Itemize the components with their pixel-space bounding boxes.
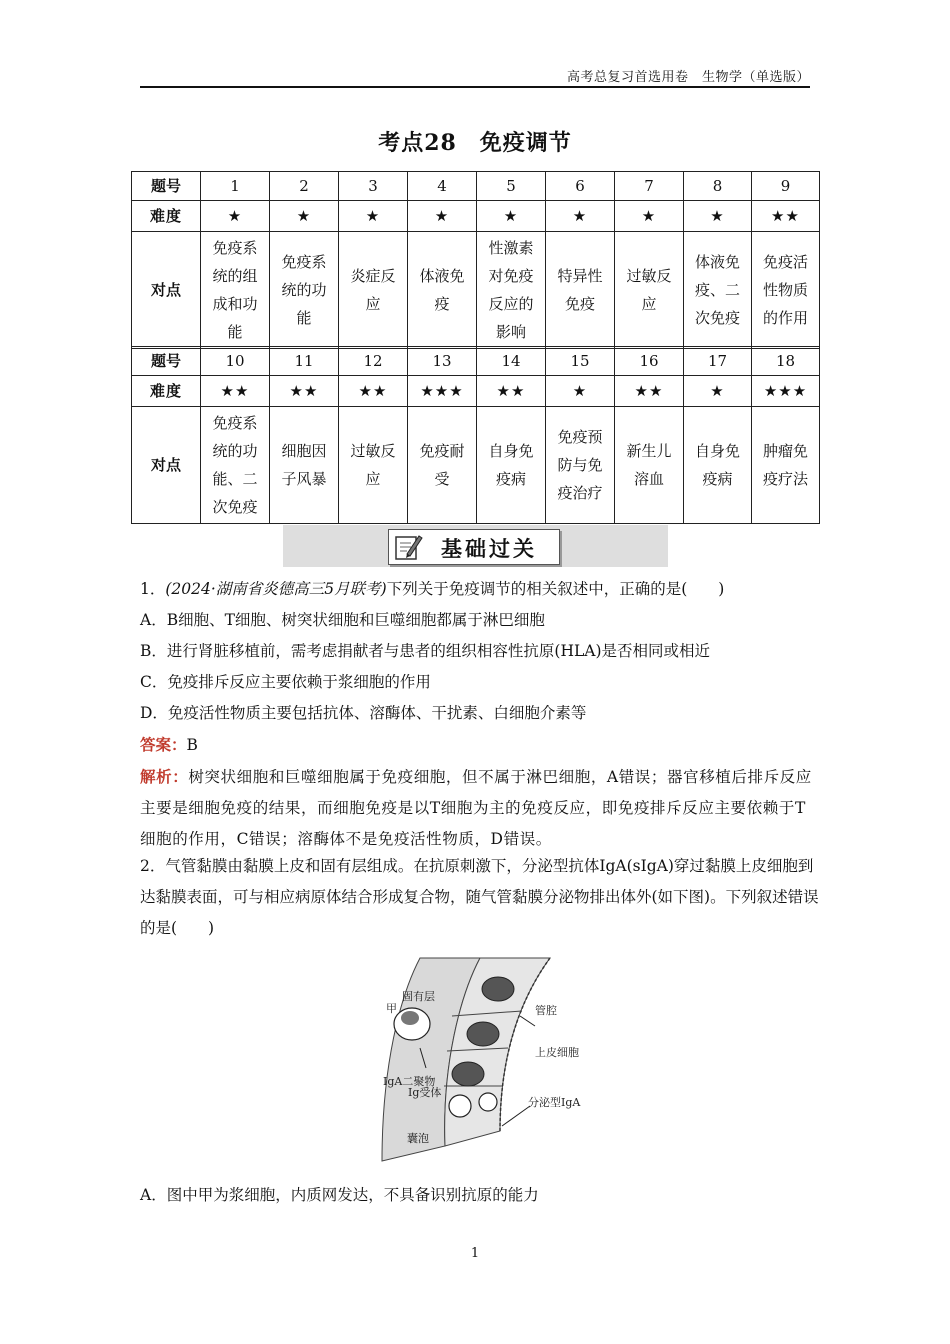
table-row-point: [132, 407, 820, 524]
row-label: 对点: [132, 407, 201, 524]
section-banner: [283, 525, 668, 567]
question-2-option-a: A．图中甲为浆细胞，内质网发达，不具备识别抗原的能力: [140, 1186, 539, 1204]
label-dimer: IgA二聚物: [383, 1075, 436, 1088]
question-2-stem: 2．气管黏膜由黏膜上皮和固有层组成。在抗原刺激下，分泌型抗体IgA(sIgA)穿过黏膜上皮细胞到达黏膜表面，可与相应病原体结合形成复合物，随气管黏膜分泌物排出体外(如下图)。下列叙述错误的是( ): [140, 857, 819, 937]
nucleus: [452, 1062, 484, 1086]
table-cell: 13: [408, 347, 477, 376]
question-source: (2024·湖南省炎德高三5月联考): [165, 580, 387, 598]
star-rating: ★★★: [408, 376, 477, 407]
table-cell: [270, 407, 339, 524]
table-cell: [752, 407, 820, 524]
table-row-point: [132, 232, 820, 349]
answer-line: [140, 729, 820, 761]
option-d: D．免疫活性物质主要包括抗体、溶酶体、干扰素、白细胞介素等: [140, 704, 587, 722]
point-text: 免疫系统的功能、二次免疫: [212, 414, 258, 516]
star-rating: ★★: [752, 201, 820, 232]
plasma-nucleus: [401, 1011, 419, 1025]
vesicle: [449, 1095, 471, 1117]
analysis-text: 树突状细胞和巨噬细胞属于免疫细胞，但不属于淋巴细胞，A错误；器官移植后排斥反应主要是细胞免疫的结果，而细胞免疫是以T细胞为主的免疫反应，即免疫排斥反应主要依赖于T细胞的作用，C错误；溶酶体不是免疫活性物质，D错误。: [140, 768, 812, 848]
star-rating: ★: [684, 376, 752, 407]
running-header: 高考总复习首选用卷 生物学（单选版）: [566, 70, 810, 85]
table-cell: 9: [752, 172, 820, 201]
answer-label: 答案：: [140, 735, 187, 754]
page-number: 1: [470, 1246, 480, 1261]
row-label: 难度: [132, 201, 201, 232]
star-rating: ★: [201, 201, 270, 232]
table-cell: [201, 407, 270, 524]
difficulty-table-1: [131, 171, 820, 349]
question-1: [140, 574, 820, 855]
star-rating: ★: [477, 201, 546, 232]
analysis-block: [140, 761, 820, 855]
point-text: 免疫预防与免疫治疗: [557, 428, 603, 502]
row-label: 题号: [132, 347, 201, 376]
table-cell: 5: [477, 172, 546, 201]
answer-value: B: [186, 736, 198, 754]
table-cell: [408, 407, 477, 524]
table-cell: [684, 407, 752, 524]
point-text: 免疫系统的功能: [281, 253, 327, 327]
table-cell: 12: [339, 347, 408, 376]
label-receptor: Ig受体: [408, 1086, 442, 1099]
table-cell: 16: [615, 347, 684, 376]
star-rating: ★: [339, 201, 408, 232]
table-cell: 7: [615, 172, 684, 201]
row-label: 对点: [132, 232, 201, 349]
point-text: 体液免疫: [419, 267, 465, 313]
pencil-icon: [393, 532, 423, 562]
analysis-label: 解析：: [140, 767, 189, 786]
table-cell: 4: [408, 172, 477, 201]
option-b: B．进行肾脏移植前，需考虑捐献者与患者的组织相容性抗原(HLA)是否相同或相近: [140, 642, 710, 660]
table-cell: 11: [270, 347, 339, 376]
point-text: 自身免疫病: [694, 442, 740, 488]
label-lumen: 管腔: [535, 1004, 557, 1017]
table-cell: 8: [684, 172, 752, 201]
table-cell: [615, 407, 684, 524]
star-rating: ★: [684, 201, 752, 232]
table-cell: [339, 232, 408, 349]
star-rating: ★: [615, 201, 684, 232]
nucleus: [482, 977, 514, 1001]
table-cell: 14: [477, 347, 546, 376]
table-cell: [408, 232, 477, 349]
table-cell: [546, 407, 615, 524]
label-vesicle: 囊泡: [407, 1132, 429, 1145]
star-rating: ★★: [615, 376, 684, 407]
table-row-difficulty: [132, 376, 820, 407]
point-text: 肿瘤免疫疗法: [762, 442, 808, 488]
nucleus: [467, 1022, 499, 1046]
point-text: 体液免疫、二次免疫: [694, 253, 740, 327]
star-rating: ★: [546, 376, 615, 407]
table-row-number: [132, 347, 820, 376]
point-text: 细胞因子风暴: [281, 442, 327, 488]
star-rating: ★★: [270, 376, 339, 407]
point-text: 炎症反应: [350, 267, 396, 313]
point-text: 自身免疫病: [488, 442, 534, 488]
label-lamina: 固有层: [402, 990, 435, 1003]
table-cell: [201, 232, 270, 349]
banner-label: 基础过关: [441, 537, 537, 561]
option-a: A．B细胞、T细胞、树突状细胞和巨噬细胞都属于淋巴细胞: [140, 611, 545, 629]
point-text: 性激素对免疫反应的影响: [488, 239, 534, 341]
question-1-stem: [140, 574, 820, 605]
star-rating: ★: [270, 201, 339, 232]
star-rating: ★★: [339, 376, 408, 407]
point-text: 免疫耐受: [419, 442, 465, 488]
table-cell: 10: [201, 347, 270, 376]
header-rule: [140, 86, 810, 88]
table-cell: 1: [201, 172, 270, 201]
label-sIgA: 分泌型IgA: [528, 1096, 581, 1109]
banner-box: [388, 529, 560, 565]
page-title: 考点28 免疫调节: [378, 130, 572, 156]
table-cell: 3: [339, 172, 408, 201]
table-cell: 2: [270, 172, 339, 201]
table-cell: [752, 232, 820, 349]
point-text: 新生儿溶血: [626, 442, 672, 488]
question-number: 1．: [140, 580, 166, 598]
point-text: 过敏反应: [350, 442, 396, 488]
table-cell: [270, 232, 339, 349]
table-row-number: [132, 172, 820, 201]
question-stem: 下列关于免疫调节的相关叙述中，正确的是( ): [386, 580, 725, 598]
table-cell: [339, 407, 408, 524]
table-cell: [477, 232, 546, 349]
row-label: 难度: [132, 376, 201, 407]
label-jia: 甲: [386, 1002, 397, 1015]
difficulty-table-2: [131, 346, 820, 524]
table-cell: [684, 232, 752, 349]
table-cell: 6: [546, 172, 615, 201]
table-cell: 15: [546, 347, 615, 376]
option-c: C．免疫排斥反应主要依赖于浆细胞的作用: [140, 673, 431, 691]
vesicle: [479, 1093, 497, 1111]
point-text: 特异性免疫: [557, 267, 603, 313]
table-row-difficulty: [132, 201, 820, 232]
star-rating: ★: [408, 201, 477, 232]
mucosa-figure: [380, 956, 610, 1168]
point-text: 免疫系统的组成和功能: [212, 239, 258, 341]
star-rating: ★: [546, 201, 615, 232]
row-label: 题号: [132, 172, 201, 201]
table-cell: [477, 407, 546, 524]
star-rating: ★★★: [752, 376, 820, 407]
point-text: 免疫活性物质的作用: [762, 253, 808, 327]
table-cell: [546, 232, 615, 349]
point-text: 过敏反应: [626, 267, 672, 313]
star-rating: ★★: [201, 376, 270, 407]
table-cell: [615, 232, 684, 349]
table-cell: 17: [684, 347, 752, 376]
star-rating: ★★: [477, 376, 546, 407]
label-epithelial: 上皮细胞: [535, 1046, 579, 1059]
table-cell: 18: [752, 347, 820, 376]
